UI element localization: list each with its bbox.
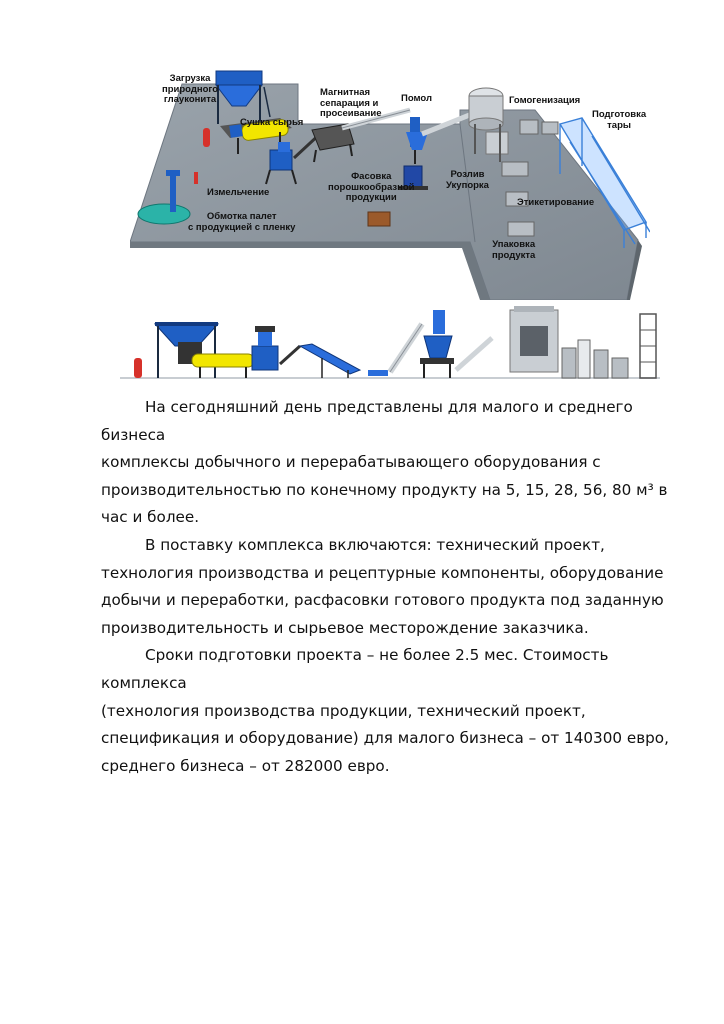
paragraph-2: В поставку комплекса включаются: технический проект, технология производства и рецептурные компоненты, оборудование добычи и переработки, расфасовки готового продукта под заданную производительность и сырьевое месторождение заказчика. bbox=[101, 535, 664, 637]
gas-cylinder bbox=[203, 128, 210, 147]
pallet bbox=[368, 212, 390, 226]
label-homogenization: Гомогенизация bbox=[509, 95, 581, 106]
label-grinding: Измельчение bbox=[207, 187, 270, 198]
label-loading: Загрузка природного глауконита bbox=[162, 73, 219, 105]
label-drying: Сушка сырья bbox=[240, 117, 304, 128]
homogenizer-tanks bbox=[469, 88, 508, 162]
paragraph-1: На сегодняшний день представлены для малого и среднего бизнеса комплексы добычного и перерабатывающего оборудования с производительностью по конечному продукту на 5, 15, 28, 56, 80 м³ в час и более. bbox=[101, 398, 668, 527]
label-container-prep: Подготовка тары bbox=[592, 109, 647, 131]
plant-elevation-illustration bbox=[100, 300, 680, 390]
label-powder-packing: Фасовка порошкообразной продукции bbox=[328, 171, 415, 203]
label-pallet-wrap: Обмотка палет с продукцией с пленку bbox=[188, 211, 296, 233]
body-text bbox=[101, 394, 681, 780]
paragraph-3: Сроки подготовки проекта – не более 2.5 мес. Стоимость комплекса (технология производства продукции, технический проект, спецификация и оборудование) для малого бизнеса – от 140300 евро, среднего бизнеса – от 282000 евро. bbox=[101, 646, 669, 775]
label-magnetic: Магнитная сепарация и просеивание bbox=[320, 87, 382, 119]
label-filling: Розлив Укупорка bbox=[446, 169, 489, 191]
plant-layout-diagram bbox=[130, 62, 650, 300]
label-product-packing: Упаковка продукта bbox=[492, 239, 536, 261]
plant-elevation-diagram bbox=[100, 300, 680, 390]
label-milling: Помол bbox=[401, 93, 433, 104]
label-labeling: Этикетирование bbox=[517, 197, 595, 208]
